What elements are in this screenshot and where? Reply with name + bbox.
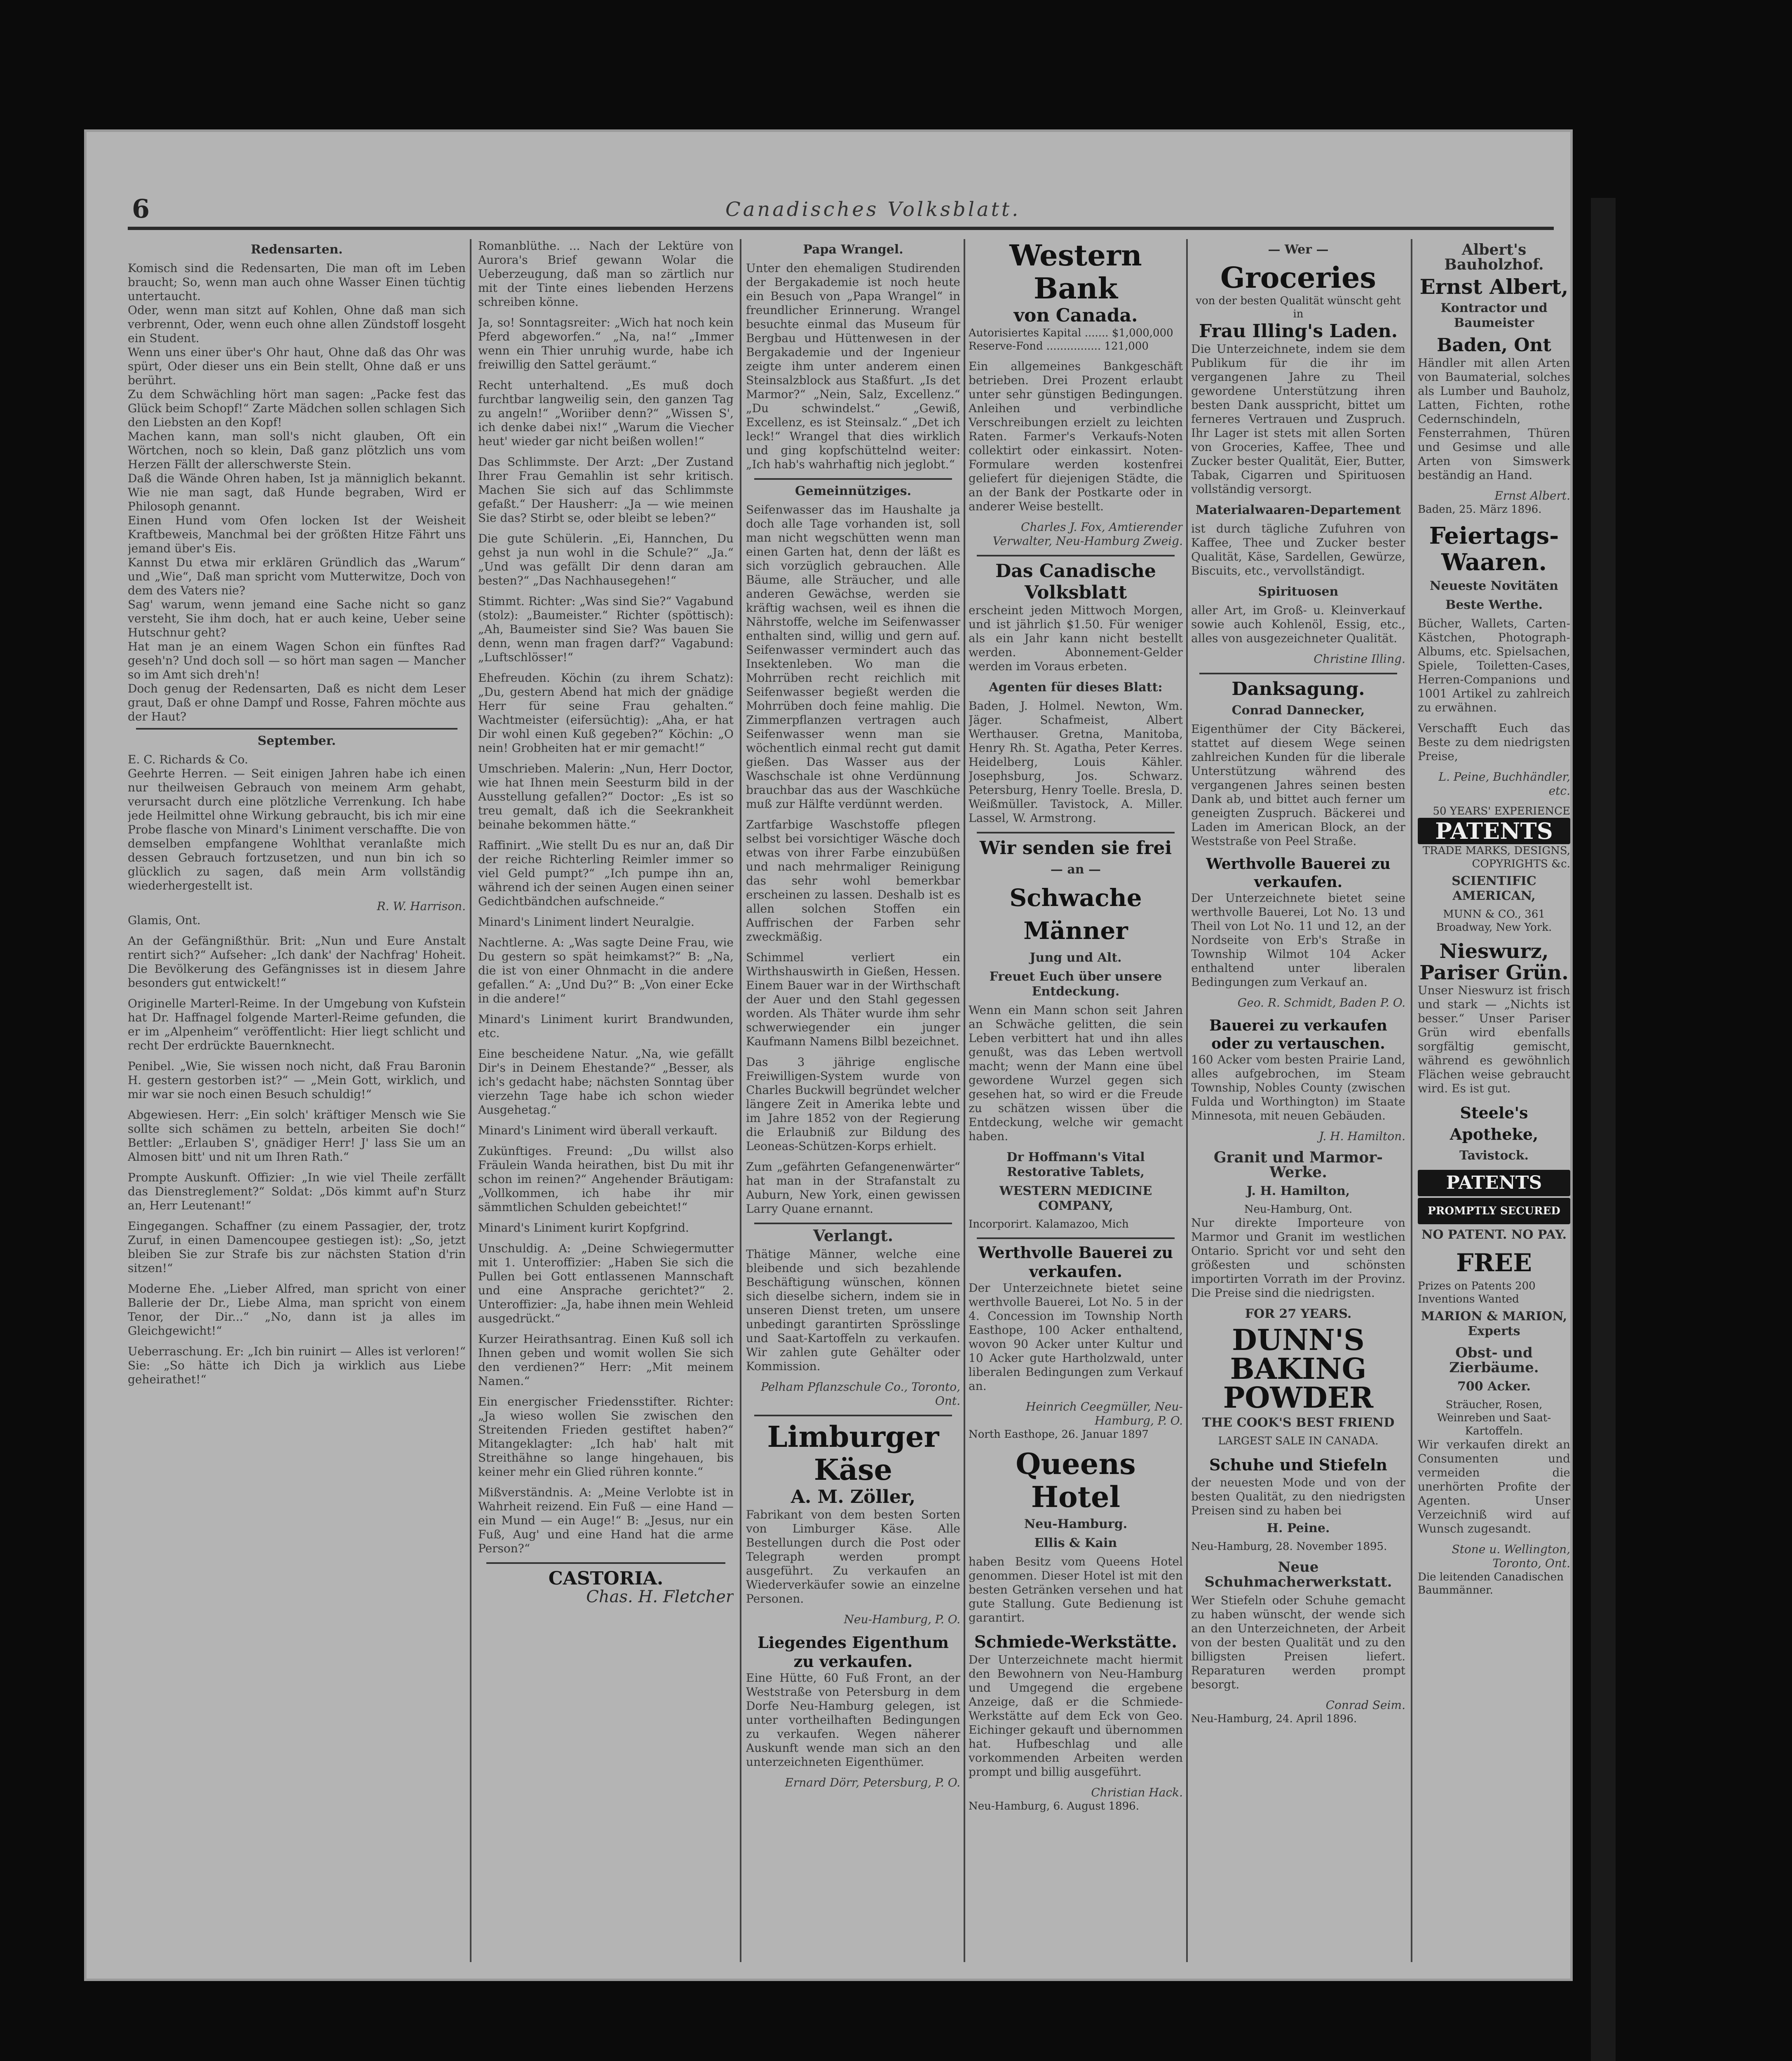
anecdote: Stimmt. Richter: „Was sind Sie?“ Vagabund (stolz): „Baumeister.“ Richter (spöttisch): „Ah, Baumeister sind Sie? Was bauen Sie denn, wenn man fragen darf?“ Vagabund: „Luftschlösser!“ bbox=[478, 594, 734, 664]
groc-shop: Frau Illing's Laden. bbox=[1199, 321, 1398, 342]
anecdote: Raffinirt. „Wie stellt Du es nur an, daß Dir der reiche Richterling Reimler immer so viel Geld pumpt?“ „Ich pumpe ihn an, während ich der seinen Augen einen seiner Gedichtbändchen aufschneide.“ bbox=[478, 838, 734, 908]
dunn-line-4: THE COOK'S BEST FRIEND bbox=[1202, 1415, 1395, 1430]
gemein-item: Zum „gefährten Gefangenenwärter“ hat man in der Strafanstalt zu Auburn, New York, einen gewissen Larry Quane ernannt. bbox=[746, 1160, 960, 1216]
verlangt-signature: Pelham Pflanzschule Co., Toronto, Ont. bbox=[761, 1380, 960, 1408]
schmiede-signature: Christian Hack. bbox=[1091, 1786, 1183, 1799]
dank-name: Conrad Dannecker, bbox=[1231, 703, 1365, 718]
schuh2-title: Neue Schuhmacherwerkstatt. bbox=[1204, 1559, 1392, 1590]
limburger-place: Neu-Hamburg, P. O. bbox=[844, 1613, 960, 1626]
anecdote: Das Schlimmste. Der Arzt: „Der Zustand Ihrer Frau Gemahlin ist sehr kritisch. Machen Sie sich auf das Schlimmste gefaßt.“ Der Hausherr: „Ja — wie meinen Sie das? Stirbt se, oder bleibt se leben?“ bbox=[478, 455, 734, 525]
gemein-title: Gemeinnütziges. bbox=[795, 484, 912, 498]
column-5 bbox=[1191, 239, 1405, 1970]
feier-sub: Neueste Novitäten bbox=[1430, 579, 1558, 593]
agents-title: Agenten für dieses Blatt: bbox=[989, 680, 1163, 695]
groc-spirit-body: aller Art, im Groß- u. Kleinverkauf sowie auch Kohlenöl, Essig, etc., alles von ausgezeichneter Qualität. bbox=[1191, 603, 1405, 645]
wrangel-story: Unter den ehemaligen Studirenden der Bergakademie ist noch heute ein Besuch von „Papa Wrangel“ in freundlicher Erinnerung. Wrangel besuchte einmal das Museum für Bergbau und Hüttenwesen in der Bergakademie und der Ingenieur zeigte ihm unter anderem einen Steinsalzblock aus Staßfurt. „Is det Marmor?“ „Nein, Salz, Excellenz.“ „Du schwindelst.“ „Gewiß, Excellenz, es ist Steinsalz.“ „Det ich leck!“ Wrangel that dies wirklich und ging kopfschüttelnd weiter: „Ich hab's wahrhaftig nich jeglobt.“ bbox=[746, 261, 960, 471]
castoria-title: CASTORIA. bbox=[548, 1568, 664, 1589]
divider bbox=[754, 1223, 952, 1224]
limburger-name: A. M. Zöller, bbox=[790, 1486, 916, 1507]
letter-body: Geehrte Herren. — Seit einigen Jahren habe ich einen nur theilweisen Gebrauch von meinem Arm gehabt, verursacht durch eine plötzliche Verrenkung. Ich habe jede Heilmittel ohne Wirkung gebraucht, bis ich mir eine Probe flasche von Minard's Liniment verschaffte. Die von demselben empfangene Wohlthat veranlaßte mich dessen Gebrauch fortzusetzen, und nun bin ich so glücklich zu sagen, daß mein Arm vollständig wiederhergestellt ist. bbox=[128, 767, 466, 892]
nies-line-1: Nieswurz, bbox=[1439, 940, 1549, 963]
schuhe-name: H. Peine. bbox=[1267, 1521, 1330, 1535]
gemein-item: Seifenwasser das im Haushalte ja doch alle Tage vorhanden ist, soll man nicht wegschütten wenn man einen Garten hat, denn der läßt es sich vorzüglich gebrauchen. Alle Bäume, alle Sträucher, und alle anderen Gewächse, werden sie kräftig wachsen, weil es ihnen die Nährstoffe, welche im Seifenwasser enthalten sind, willig und gern auf. Seifenwasser vermindert auch das Insektenleben. Wo man die Mohrrüben recht reichlich mit Seifenwasser begießt werden die Mohrrüben doch feine mahlig. Die Zimmerpflanzen vertragen auch Seifenwasser wenn man sie wöchentlich einmal recht gut damit gießen. Das Wasser aus der Waschschale ist ohne Verdünnung brauchbar das aus der Waschküche muß zur Hälfte verdünnt werden. bbox=[746, 503, 960, 811]
steele-place: Tavistock. bbox=[1459, 1148, 1529, 1163]
dunn-pre: FOR 27 YEARS. bbox=[1245, 1307, 1352, 1321]
frei-place: Incorporirt. Kalamazoo, Mich bbox=[969, 1218, 1129, 1230]
bau-body: Händler mit allen Arten von Baumaterial, solches als Lumber und Bauholz, Latten, Fichten, rothe Cedernschindeln, Fensterrahmen, Thüren und Gesimse und alle Arten von Simswerk beständig an Hand. bbox=[1418, 356, 1570, 482]
obst-body: Wir verkaufen direkt an Consumenten und vermeiden die unerhörten Profite der Agenten. Unser Verzeichniß wird auf Wunsch zugesandt. bbox=[1418, 1438, 1570, 1535]
queens-body: haben Besitz vom Queens Hotel genommen. Dieser Hotel ist mit den besten Getränken versehen und hat gute Stallung. Gute Bedienung ist garantirt. bbox=[969, 1555, 1183, 1624]
newspaper-page bbox=[87, 132, 1570, 1979]
anecdote: Mißverständnis. A: „Meine Verlobte ist in Wahrheit reizend. Ein Fuß — eine Hand — ein Mund — ein Auge!“ B: „Jesus, nur ein Fuß, Aug' und eine Hand hat die arme Person?“ bbox=[478, 1486, 734, 1555]
bauerei-date: North Easthope, 26. Januar 1897 bbox=[969, 1428, 1149, 1441]
column-rule bbox=[470, 239, 471, 1962]
tausch-title: Bauerei zu verkaufen oder zu vertauschen. bbox=[1209, 1017, 1387, 1052]
bau-name: Ernst Albert, bbox=[1419, 275, 1569, 299]
verse: Oder, wenn man sitzt auf Kohlen, Ohne daß man sich verbrennt, Oder, wenn euch ohne allen Zündstoff losgeht ein Student. bbox=[128, 303, 466, 345]
anecdote: Recht unterhaltend. „Es muß doch furchtbar langweilig sein, den ganzen Tag zu angeln!“ „Woriiber denn?“ „Wissen S', ich denke dabei nix!“ „Warum die Viecher heut' wieder gar nicht beißen wollen!“ bbox=[478, 378, 734, 448]
dunn-line-2: BAKING bbox=[1230, 1352, 1367, 1386]
divider bbox=[977, 555, 1175, 556]
anecdote: Ja, so! Sonntagsreiter: „Wich hat noch kein Pferd abgeworfen.“ „Na, na!“ „Immer wenn ein Thier unruhig wurde, habe ich freiwillig den Sattel geräumt.“ bbox=[478, 316, 734, 371]
feier-line-2: Waaren. bbox=[1441, 549, 1547, 576]
page-number: 6 bbox=[132, 194, 150, 224]
bauerei-body: Der Unterzeichnete bietet seine werthvolle Bauerei, Lot No. 5 in der 4. Concession im Township North Easthope, 100 Acker enthaltend, wovon 90 Acker unter Kultur und 10 Acker gute Hartholzwald, unter liberalen Bedingungen zum Verkauf an. bbox=[969, 1281, 1183, 1393]
gemein-item: Schimmel verliert ein Wirthshauswirth in Gießen, Hessen. Einem Bauer war in der Wirthschaft der Auer und den Stahl gegessen worden. Als Thäter wurde ihm sehr schwerwiegender ein junger Kaufmann Namens Bilbl bezeichnet. bbox=[746, 951, 960, 1048]
anecdote: Minard's Liniment lindert Neuralgie. bbox=[478, 915, 694, 929]
bank-body: Ein allgemeines Bankgeschäft betrieben. Drei Prozent erlaubt unter sehr günstigen Bedingungen. Anleihen und verbindliche Verschreibungen erzielt zu leichten Raten. Farmer's Verkaufs-Noten collektirt oder einkassirt. Noten-Formulare werden kostenfrei geliefert für diejenigen Städte, die an der Bank der Postkarte oder in anderer Weise bestellt. bbox=[969, 359, 1183, 513]
patents-firm: MUNN & CO., 361 Broadway, New York. bbox=[1436, 908, 1552, 934]
bau-signature: Ernst Albert. bbox=[1494, 489, 1570, 502]
dunn-line-1: DUNN'S bbox=[1232, 1323, 1365, 1357]
granit-body: Nur direkte Importeure von Marmor und Granit im westlichen Ontario. Spricht vor und seht den größesten und schönsten importirten Vorrath im der Provinz. Die Preise sind die niedrigsten. bbox=[1191, 1216, 1405, 1300]
column-rule bbox=[740, 239, 741, 1962]
groc-body: Die Unterzeichnete, indem sie dem Publikum für die ihr im vergangenen Jahre zu Theil gewordene Unterstützung ihren besten Dank ausspricht, bittet um ferneres Vertrauen und Zuspruch. Ihr Lager ist stets mit allen Sorten von Groceries, Kaffee, Thee und Zucker bester Qualität, Eier, Butter, Tabak, Cigarren und Spirituosen vollständig versorgt. bbox=[1191, 342, 1405, 496]
limburger-body: Fabrikant von dem besten Sorten von Limburger Käse. Alle Bestellungen durch die Post oder Telegraph werden prompt ausgeführt. Zu verkaufen an Wiederverkäufer sowie an einzelne Personen. bbox=[746, 1508, 960, 1606]
groc-title: Groceries bbox=[1220, 261, 1376, 295]
eigenthum-body: Eine Hütte, 60 Fuß Front, an der Weststraße von Petersburg in dem Dorfe Neu-Hamburg gelegen, ist unter vortheilhaften Bedingungen zu verkaufen. Wegen näherer Auskunft wende man sich an den unterzeichneten Eigenthümer. bbox=[746, 1671, 960, 1769]
patents2-nofee: NO PATENT. NO PAY. bbox=[1421, 1228, 1567, 1242]
divider bbox=[486, 1562, 725, 1564]
divider bbox=[136, 728, 457, 730]
anecdote: Originelle Marterl-Reime. In der Umgebung von Kufstein hat Dr. Haffnagel folgende Marterl-Reime gefunden, die er im „Alpenheim“ veröffentlicht: Hier liegt schlicht und recht Der erdrückte Bauernknecht. bbox=[128, 997, 466, 1052]
anecdote: Prompte Auskunft. Offizier: „In wie viel Theile zerfällt das Dienstreglement?“ Soldat: „Dös kimmt auf'n Sturz an, Herr Leutenant!“ bbox=[128, 1171, 466, 1212]
anecdote: Moderne Ehe. „Lieber Alfred, man spricht von einer Ballerie der Dr., Liebe Alma, man spricht von einem Tenor, der Dir...“ „No, dann ist ja alles im Gleichgewicht!“ bbox=[128, 1282, 466, 1338]
feier-body: Bücher, Wallets, Carten-Kästchen, Photograph-Albums, etc. Spielsachen, Spiele, Toiletten-Cases, Herren-Companions und 1001 Artikel zu zahlreich zu erwähnen. bbox=[1418, 617, 1570, 714]
dank-title: Danksagung. bbox=[1231, 678, 1365, 700]
film-strip bbox=[1591, 198, 1616, 2061]
letter-place: Glamis, Ont. bbox=[128, 913, 201, 927]
anecdote: Zukünftiges. Freund: „Du willst also Fräulein Wanda heirathen, bist Du mit ihr schon im reinen?“ Angehender Bräutigam: „Vollkommen, ich habe ihr mir sämmtlichen Schulden gebeichtet!“ bbox=[478, 1144, 734, 1214]
obst-signature: Stone u. Wellington, Toronto, Ont. bbox=[1452, 1542, 1570, 1570]
patents-sub: TRADE MARKS, DESIGNS, COPYRIGHTS &c. bbox=[1422, 845, 1570, 870]
dank-body: Eigenthümer der City Bäckerei, stattet auf diesem Wege seinen zahlreichen Kunden für die liberale Unterstützung während des vergangenen Jahres seinen besten Dank ab, und bittet auch ferner um geneigten Zuspruch. Bäckerei und Laden im American Block, an der Weststraße von Peel Straße. bbox=[1191, 722, 1405, 848]
patents2-free: FREE bbox=[1456, 1249, 1532, 1277]
obst-acres: 700 Acker. bbox=[1457, 1379, 1531, 1394]
poem bbox=[128, 261, 466, 724]
patents-logo: PATENTS bbox=[1418, 818, 1570, 844]
frei-sub2: Jung und Alt. bbox=[1030, 951, 1122, 965]
header-rule bbox=[128, 227, 1554, 230]
granit-name: J. H. Hamilton, bbox=[1246, 1184, 1350, 1198]
patents2-prizes: Prizes on Patents 200 Inventions Wanted bbox=[1418, 1280, 1536, 1305]
bau2-title: Werthvolle Bauerei zu verkaufen. bbox=[1206, 855, 1391, 891]
anecdote: An der Gefängnißthür. Brit: „Nun und Eure Anstalt rentirt sich?“ Aufseher: „Ich dank' der Nachfrag' Hoheit. Die Bevölkerung des Gefängnisses ist in diesem Jahre besonders gut entwickelt!“ bbox=[128, 934, 466, 990]
obst-sub: Sträucher, Rosen, Weinreben und Saat-Kartoffeln. bbox=[1437, 1399, 1551, 1437]
gemein-item: Das 3 jährige englische Freiwilligen-System wurde von Charles Buckwill begründet welcher längere Zeit in Amerika lebte und im Jahre 1852 von der Regierung die Erlaubniß zur Bildung des Leoneas-Schützen-Korps erhielt. bbox=[746, 1055, 960, 1153]
bank-signature: Charles J. Fox, Amtierender Verwalter, Neu-Hamburg Zweig. bbox=[992, 520, 1183, 548]
patents2-logo: PATENTS bbox=[1418, 1170, 1570, 1196]
verse: Machen kann, man soll's nicht glauben, Oft ein Wörtchen, noch so klein, Daß ganz plötzlich uns vom Herzen Fällt der allerschwerste Stein. bbox=[128, 430, 466, 471]
anecdote: Unschuldig. A: „Deine Schwiegermutter mit 1. Unteroffizier: „Haben Sie sich die Pullen bei Gott entlassenen Mannschaft und eine Ansprache gerichtet?“ 2. Unteroffizier: „Ja, habe ihnen mein Wehleid ausgedrückt.“ bbox=[478, 1242, 734, 1325]
anecdote: Penibel. „Wie, Sie wissen noch nicht, daß Frau Baronin H. gestern gestorben ist?“ — „Mein Gott, wirklich, und mir war sie noch einen Besuch schuldig!“ bbox=[128, 1059, 466, 1101]
anecdote: Ein energischer Friedensstifter. Richter: „Ja wieso wollen Sie zwischen den Streitenden Frieden gestiftet haben?“ Mitangeklagter: „Ich hab' halt mit Streithähne so lange hingehauen, bis keiner mehr ein Glied rühren konnte.“ bbox=[478, 1395, 734, 1479]
volksblatt-title: Das Canadische Volksblatt bbox=[995, 561, 1156, 603]
letter-signature: R. W. Harrison. bbox=[377, 899, 466, 913]
bau-title: Albert's Bauholzhof. bbox=[1444, 241, 1544, 273]
anecdote: Minard's Liniment kurirt Brandwunden, etc. bbox=[478, 1012, 734, 1040]
bau-sub: Kontractor und Baumeister bbox=[1440, 301, 1548, 330]
divider bbox=[754, 478, 952, 480]
verse: Hat man je an einem Wagen Schon ein fünftes Rad geseh'n? Und doch soll — so hört man sagen — Mancher so im Amt sich dreh'n! bbox=[128, 640, 466, 681]
obst-footer: Die leitenden Canadischen Baummänner. bbox=[1418, 1571, 1564, 1596]
patents-years: 50 YEARS' EXPERIENCE bbox=[1433, 805, 1570, 817]
verlangt-body: Thätige Männer, welche eine bleibende und sich bezahlende Beschäftigung wünschen, können sich dieselbe sichern, indem sie in unseren Dienst treten, um unsere unbedingt garantirten Sprösslinge und Saat-Kartoffeln zu verkaufen. Wir zahlen gute Gehälter oder Kommission. bbox=[746, 1247, 960, 1373]
bau-place: Baden, Ont bbox=[1437, 335, 1551, 356]
nies-line-2: Pariser Grün. bbox=[1419, 961, 1569, 984]
column-rule bbox=[964, 239, 965, 1962]
groc-dept: Materialwaaren-Departement bbox=[1195, 503, 1401, 517]
patents2-sub: PROMPTLY SECURED bbox=[1418, 1198, 1570, 1224]
schuhe-body: der neuesten Mode und von der besten Qualität, zu den niedrigsten Preisen sind zu haben bei bbox=[1191, 1476, 1405, 1517]
schmiede-date: Neu-Hamburg, 6. August 1896. bbox=[969, 1800, 1139, 1812]
bau2-signature: Geo. R. Schmidt, Baden P. O. bbox=[1237, 996, 1405, 1009]
groc-signature: Christine Illing. bbox=[1314, 652, 1405, 666]
anecdote: Eine bescheidene Natur. „Na, wie gefällt Dir's in Deinem Ehestande?“ „Besser, als ich's gedacht habe; nächsten Sonntag über vierzehn Tage habe ich schon wieder Ausgehetag.“ bbox=[478, 1047, 734, 1117]
schuh2-date: Neu-Hamburg, 24. April 1896. bbox=[1191, 1713, 1357, 1725]
frei-company: WESTERN MEDICINE COMPANY, bbox=[999, 1184, 1152, 1213]
divider bbox=[1199, 673, 1397, 674]
groc-pre: — Wer — bbox=[1268, 242, 1329, 257]
anecdote: Die gute Schülerin. „Ei, Hannchen, Du gehst ja nun wohl in die Schule?“ „Ja.“ „Und was gefällt Dir denn daran am besten?“ „Das Nachhausegehen!“ bbox=[478, 532, 734, 587]
feier-sub2: Beste Werthe. bbox=[1445, 598, 1543, 612]
queens-place: Neu-Hamburg. bbox=[1024, 1517, 1128, 1531]
limburger-title: Limburger Käse bbox=[767, 1420, 939, 1487]
verse: Komisch sind die Redensarten, Die man oft im Leben braucht; So, wenn man auch ohne Wasser Einen tüchtig untertaucht. bbox=[128, 261, 466, 303]
divider bbox=[977, 832, 1175, 833]
bau2-body: Der Unterzeichnete bietet seine werthvolle Bauerei, Lot No. 13 und Theil von Lot No. 11 und 12, an der Nordseite von Erb's Straße in Township Wilmot 104 Acker enthaltend unter liberalen Bedingungen zum Verkauf an. bbox=[1191, 891, 1405, 989]
steele-name: Steele's Apotheke, bbox=[1450, 1103, 1539, 1143]
anecdote: Kurzer Heirathsantrag. Einen Kuß soll ich Ihnen geben und womit wollen Sie sich den verdienen?“ Herr: „Mit meinem Namen.“ bbox=[478, 1332, 734, 1388]
anecdote: Eingegangen. Schaffner (zu einem Passagier, der, trotz Zuruf, in einen Damencoupee gestiegen ist): „So, jetzt bleiben Sie zur Strafe bis zur nächsten Station d'rin sitzen!“ bbox=[128, 1219, 466, 1275]
anecdote: Minard's Liniment kurirt Kopfgrind. bbox=[478, 1221, 689, 1235]
schmiede-body: Der Unterzeichnete macht hiermit den Bewohnern von Neu-Hamburg und Umgegend die ergebene Anzeige, daß er die Schmiede-Werkstätte auf dem Eck von Geo. Eichinger gekauft und übernommen hat. Hufbeschlag und alle vorkommenden Arbeiten werden prompt und billig ausgeführt. bbox=[969, 1653, 1183, 1779]
volksblatt-body: erscheint jeden Mittwoch Morgen, und ist jährlich $1.50. Für weniger als ein Jahr kann nicht bestellt werden. Abonnement-Gelder werden im Voraus erbeten. bbox=[969, 603, 1183, 673]
wrangel-title: Papa Wrangel. bbox=[803, 242, 903, 257]
frei-sub: — an — bbox=[1050, 862, 1101, 877]
patents2-firm: MARION & MARION, Experts bbox=[1421, 1309, 1567, 1338]
divider bbox=[977, 1237, 1175, 1239]
verse: Kannst Du etwa mir erklären Gründlich das „Warum“ und „Wie“, Daß man spricht vom Mutterwitze, Doch von dem des Vaters nie? bbox=[128, 556, 466, 597]
bauerei-signature: Heinrich Ceegmüller, Neu-Hamburg, P. O. bbox=[1025, 1400, 1183, 1427]
poem-title: Redensarten. bbox=[251, 242, 343, 257]
verlangt-title: Verlangt. bbox=[813, 1226, 894, 1245]
frei-product: Dr Hoffmann's Vital Restorative Tablets, bbox=[1006, 1150, 1145, 1179]
eigenthum-signature: Ernard Dörr, Petersburg, P. O. bbox=[785, 1776, 960, 1789]
granit-title: Granit und Marmor-Werke. bbox=[1213, 1149, 1383, 1181]
schmiede-title: Schmiede-Werkstätte. bbox=[974, 1632, 1177, 1652]
verse: Doch genug der Redensarten, Daß es nicht dem Leser graut, Daß er ohne Dampf und Rosse, Fahren möchte aus der Haut? bbox=[128, 682, 466, 723]
verse: Zu dem Schwächling hört man sagen: „Packe fest das Glück beim Schopf!“ Zarte Mädchen sollen schlagen Sich den Liebsten an den Kopf! bbox=[128, 387, 466, 429]
bauerei-title: Werthvolle Bauerei zu verkaufen. bbox=[978, 1243, 1173, 1281]
tausch-body: 160 Acker vom besten Prairie Land, alles aufgebrochen, im Steam Township, Nobles County (zwischen Fulda und Worthington) im Staate Minnesota, mit neuen Gebäuden. bbox=[1191, 1053, 1405, 1122]
queens-title: Queens Hotel bbox=[1016, 1447, 1136, 1514]
column-4 bbox=[969, 239, 1183, 1970]
letter-head: E. C. Richards & Co. bbox=[128, 753, 249, 766]
granit-place: Neu-Hamburg, Ont. bbox=[1244, 1203, 1353, 1216]
nies-body: Unser Nieswurz ist frisch und stark — „Nichts ist besser.“ Unser Pariser Grün wird ebenfalls sorgfältig gemischt, während es gewöhnlich Flächen weise gebraucht wird. Es ist gut. bbox=[1418, 984, 1570, 1095]
patents-journal: SCIENTIFIC AMERICAN, bbox=[1452, 874, 1536, 903]
divider bbox=[754, 1415, 952, 1416]
schuhe-date: Neu-Hamburg, 28. November 1895. bbox=[1191, 1540, 1387, 1553]
obst-title: Obst- und Zierbäume. bbox=[1449, 1345, 1539, 1376]
tausch-signature: J. H. Hamilton. bbox=[1319, 1129, 1405, 1143]
anecdote: Abgewiesen. Herr: „Ein solch' kräftiger Mensch wie Sie sollte sich schämen zu betteln, arbeiten Sie doch!“ Bettler: „Erlauben S', gnädiger Herr! J' lass Sie um an Almosen bitt' und nit um Ihren Rath.“ bbox=[128, 1108, 466, 1164]
groc-spirit: Spirituosen bbox=[1258, 584, 1339, 599]
verse: Daß die Wände Ohren haben, Ist ja männiglich bekannt. Wie nie man sagt, daß Hunde begraben, Wird er Philosoph genannt. bbox=[128, 472, 466, 513]
column-2 bbox=[478, 239, 734, 1970]
verse: Einen Hund vom Ofen locken Ist der Weisheit Kraftbeweis, Manchmal bei der größten Hitze Fährt uns jemand über's Eis. bbox=[128, 514, 466, 555]
bau-date: Baden, 25. März 1896. bbox=[1418, 503, 1542, 516]
column-6 bbox=[1418, 239, 1570, 1970]
column-3 bbox=[746, 239, 960, 1970]
frei-body: Wenn ein Mann schon seit Jahren an Schwäche gelitten, die sein Leben verbittert hat und ihn alles genußt, was das Leben wertvoll macht; wenn der Mann eine übel gewordene Wurzel gegen sich gesehen hat, so wird er die Freude zu schätzen wissen über die Entdeckung, welche wir gemacht haben. bbox=[969, 1003, 1183, 1143]
feier-line-1: Feiertags- bbox=[1429, 522, 1559, 549]
anecdote: Ehefreuden. Köchin (zu ihrem Schatz): „Du, gestern Abend hat mich der gnädige Herr für seine Frau gehalten.“ Wachtmeister (eifersüchtig): „Aha, er hat Dir wohl einen Kuß gegeben?“ Köchin: „O nein! Grobheiten hat er mir gemacht!“ bbox=[478, 671, 734, 755]
queens-sub: Ellis & Kain bbox=[1034, 1536, 1117, 1550]
column-1 bbox=[128, 239, 466, 1970]
column-rule bbox=[1411, 239, 1412, 1962]
groc-sub: von der besten Qualität wünscht geht in bbox=[1196, 295, 1401, 320]
page-header bbox=[87, 132, 1570, 224]
anecdote: Ueberraschung. Er: „Ich bin ruinirt — Alles ist verloren!“ Sie: „So hätte ich Dich ja wirklich aus Liebe geheirathet!“ bbox=[128, 1345, 466, 1386]
frei-sub3: Freuet Euch über unsere Entdeckung. bbox=[989, 969, 1162, 999]
section-title: September. bbox=[258, 734, 336, 748]
feier-tagline: Verschafft Euch das Beste zu dem niedrigsten Preise, bbox=[1418, 721, 1570, 763]
gemein-item: Zartfarbige Waschstoffe pflegen selbst bei vorsichtiger Wäsche doch etwas von ihrer Farbe einzubüßen und nach mehrmaliger Reinigung das sehr wohl bemerkbar erscheinen zu lassen. Deshalb ist es allen solchen Stoffen ein Auffrischen der Farben sehr zweckmäßig. bbox=[746, 818, 960, 944]
feier-signature: L. Peine, Buchhändler, etc. bbox=[1438, 770, 1570, 798]
groc-dept-body: ist durch tägliche Zufuhren von Kaffee, Thee und Zucker bester Qualität, Käse, Sardellen, Gewürze, Biscuits, etc., vervollständigt. bbox=[1191, 522, 1405, 577]
anecdote: Umschrieben. Malerin: „Nun, Herr Doctor, wie hat Ihnen mein Seesturm bild in der Ausstellung gefallen?“ Doctor: „Es ist so treu gemalt, daß ich die Seekrankheit beinahe bekommen hätte.“ bbox=[478, 762, 734, 831]
frei-headline: Schwache Männer bbox=[1009, 884, 1142, 945]
verse: Sag' warum, wenn jemand eine Sache nicht so ganz versteht, Sie ihm doch, hat er auch keine, Ueber seine Hutschnur geht? bbox=[128, 598, 466, 639]
castoria-signature: Chas. H. Fletcher bbox=[586, 1587, 734, 1606]
anecdote: Nachtlerne. A: „Was sagte Deine Frau, wie Du gestern so spät heimkamst?“ B: „Na, die ist von einer Ohnmacht in die andere gefallen.“ A: „Und Du?“ B: „Von einer Ecke in die andere!“ bbox=[478, 936, 734, 1005]
verse: Wenn uns einer über's Ohr haut, Ohne daß das Ohr was spürt, Oder dieser uns ein Bein stellt, Ohne daß er uns berührt. bbox=[128, 345, 466, 387]
bank-subtitle: von Canada. bbox=[1013, 305, 1138, 326]
agents-list: Baden, J. Holmel. Newton, Wm. Jäger. Schafmeist, Albert Werthauser. Gretna, Manitoba, Henry Rh. St. Agatha, Peter Kerres. Heidelberg, Louis Kähler. Josephsburg, Jos. Schwarz. Petersburg, Henry Toelle. Bresla, D. Weißmüller. Tavistock, A. Miller. Lassel, W. Armstrong. bbox=[969, 699, 1183, 825]
column-rule bbox=[1186, 239, 1188, 1962]
bank-title: Western Bank bbox=[1009, 239, 1142, 305]
bank-reserve: Reserve-Fond ................ 121,000 bbox=[969, 340, 1149, 352]
eigenthum-title: Liegendes Eigenthum zu verkaufen. bbox=[758, 1633, 949, 1671]
masthead: Canadisches Volksblatt. bbox=[725, 198, 1021, 221]
frei-title: Wir senden sie frei bbox=[979, 838, 1172, 859]
schuh2-signature: Conrad Seim. bbox=[1325, 1698, 1405, 1712]
anecdote: Minard's Liniment wird überall verkauft. bbox=[478, 1124, 718, 1137]
schuhe-title: Schuhe und Stiefeln bbox=[1209, 1455, 1388, 1474]
bank-capital: Autorisiertes Kapital ....... $1,000,000 bbox=[969, 327, 1173, 339]
dunn-line-5: LARGEST SALE IN CANADA. bbox=[1218, 1435, 1379, 1447]
dunn-line-3: POWDER bbox=[1223, 1380, 1374, 1415]
schuh2-body: Wer Stiefeln oder Schuhe gemacht zu haben wünscht, der wende sich an den Unterzeichneten, der Arbeit von der besten Qualität und zu den billigsten Preisen liefert. Reparaturen werden prompt besorgt. bbox=[1191, 1594, 1405, 1691]
anecdote: Romanblüthe. ... Nach der Lektüre von Aurora's Brief gewann Wolar die Ueberzeugung, daß man so zärtlich nur mit der Tinte eines liebenden Herzens schreiben könne. bbox=[478, 239, 734, 309]
